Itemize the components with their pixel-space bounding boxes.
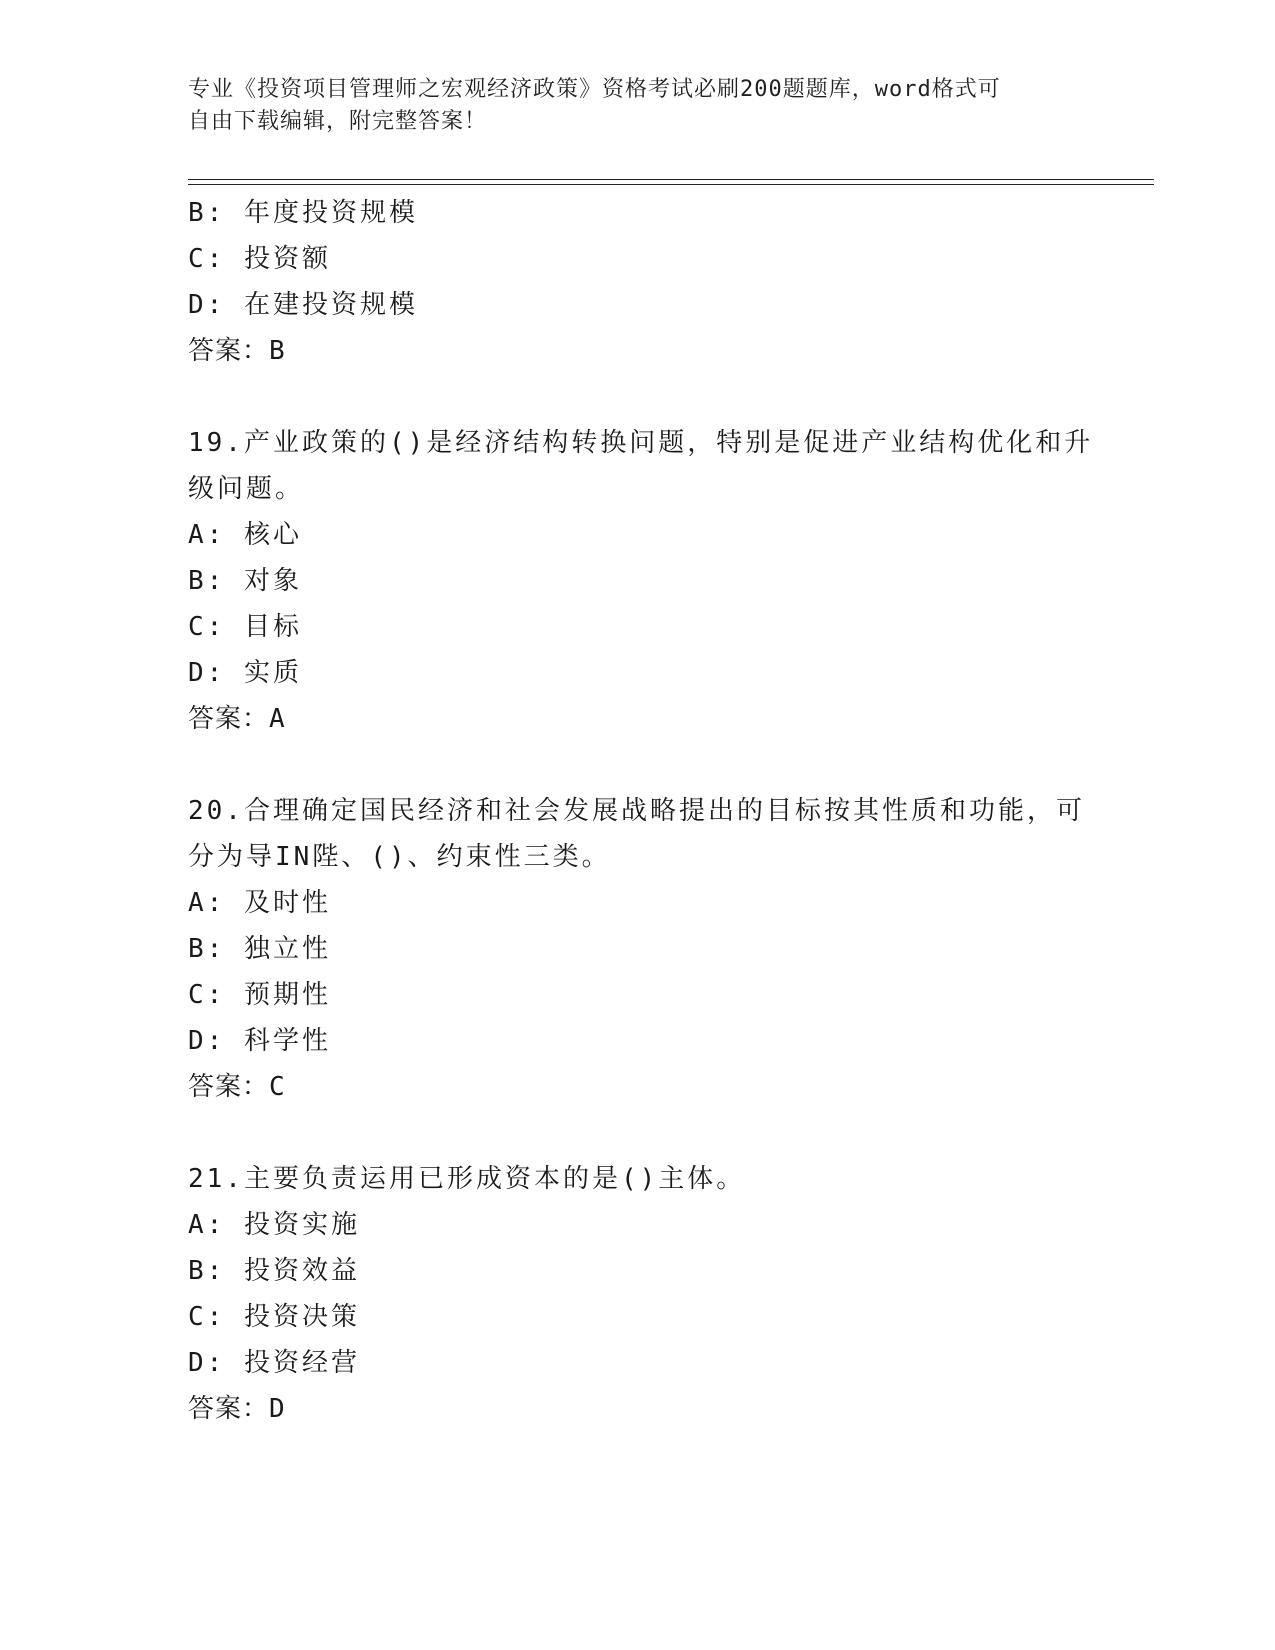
option-d: [188, 1018, 1108, 1064]
option-key: B:: [188, 934, 226, 964]
option-text: 投资决策: [243, 1302, 360, 1332]
answer-value: B: [269, 336, 286, 366]
option-key: B:: [188, 198, 226, 228]
question-18-partial: [188, 190, 1108, 374]
question-list: [188, 190, 1108, 1432]
option-c: [188, 1294, 1108, 1340]
option-c: [188, 972, 1108, 1018]
option-key: C:: [188, 612, 226, 642]
answer-label: 答案：: [188, 336, 270, 366]
header-line-1: 专业《投资项目管理师之宏观经济政策》资格考试必刷200题题库，word格式可: [188, 77, 1001, 102]
answer-line: [188, 1064, 1108, 1110]
option-text: 核心: [243, 520, 302, 550]
option-text: 对象: [243, 566, 302, 596]
option-text: 投资实施: [243, 1210, 360, 1240]
answer-value: D: [269, 1394, 286, 1424]
option-text: 投资效益: [243, 1256, 360, 1286]
answer-line: [188, 1386, 1108, 1432]
option-b: [188, 1248, 1108, 1294]
option-b: [188, 926, 1108, 972]
option-b: [188, 190, 1108, 236]
option-key: D:: [188, 658, 226, 688]
answer-label: 答案：: [188, 1394, 270, 1424]
spacer: [188, 1110, 1108, 1156]
option-d: [188, 650, 1108, 696]
header-divider-top: [188, 179, 1154, 180]
option-key: C:: [188, 980, 226, 1010]
option-text: 独立性: [243, 934, 331, 964]
spacer: [188, 374, 1108, 420]
question-stem-line-1: 21.主要负责运用已形成资本的是()主体。: [188, 1164, 746, 1194]
option-a: [188, 512, 1108, 558]
answer-label: 答案：: [188, 704, 270, 734]
option-key: A:: [188, 1210, 226, 1240]
question-21: [188, 1156, 1108, 1432]
option-text: 实质: [243, 658, 302, 688]
question-20: [188, 788, 1108, 1110]
option-text: 投资额: [243, 244, 331, 274]
question-stem-line-2: 分为导IN陛、()、约束性三类。: [188, 842, 611, 872]
spacer: [188, 742, 1108, 788]
option-key: B:: [188, 1256, 226, 1286]
answer-label: 答案：: [188, 1072, 270, 1102]
option-text: 预期性: [243, 980, 331, 1010]
option-text: 目标: [243, 612, 302, 642]
option-text: 及时性: [243, 888, 331, 918]
option-c: [188, 604, 1108, 650]
option-text: 投资经营: [243, 1348, 360, 1378]
option-key: D:: [188, 1026, 226, 1056]
option-d: [188, 282, 1108, 328]
answer-value: C: [269, 1072, 286, 1102]
option-a: [188, 1202, 1108, 1248]
document-header: [188, 74, 1088, 138]
question-19: [188, 420, 1108, 742]
question-stem-line-1: 19.产业政策的()是经济结构转换问题，特别是促进产业结构优化和升: [188, 428, 1094, 458]
option-key: A:: [188, 520, 226, 550]
answer-line: [188, 328, 1108, 374]
option-b: [188, 558, 1108, 604]
question-stem-line-1: 20.合理确定国民经济和社会发展战略提出的目标按其性质和功能，可: [188, 796, 1085, 826]
option-key: D:: [188, 1348, 226, 1378]
header-line-2: 自由下载编辑，附完整答案！: [188, 109, 488, 134]
option-key: C:: [188, 1302, 226, 1332]
option-key: B:: [188, 566, 226, 596]
option-d: [188, 1340, 1108, 1386]
header-divider-bottom: [188, 184, 1154, 185]
answer-value: A: [269, 704, 286, 734]
option-key: A:: [188, 888, 226, 918]
option-text: 年度投资规模: [243, 198, 418, 228]
option-key: C:: [188, 244, 226, 274]
answer-line: [188, 696, 1108, 742]
option-text: 科学性: [243, 1026, 331, 1056]
question-stem-line-2: 级问题。: [188, 474, 305, 504]
option-a: [188, 880, 1108, 926]
option-c: [188, 236, 1108, 282]
option-text: 在建投资规模: [243, 290, 418, 320]
option-key: D:: [188, 290, 226, 320]
